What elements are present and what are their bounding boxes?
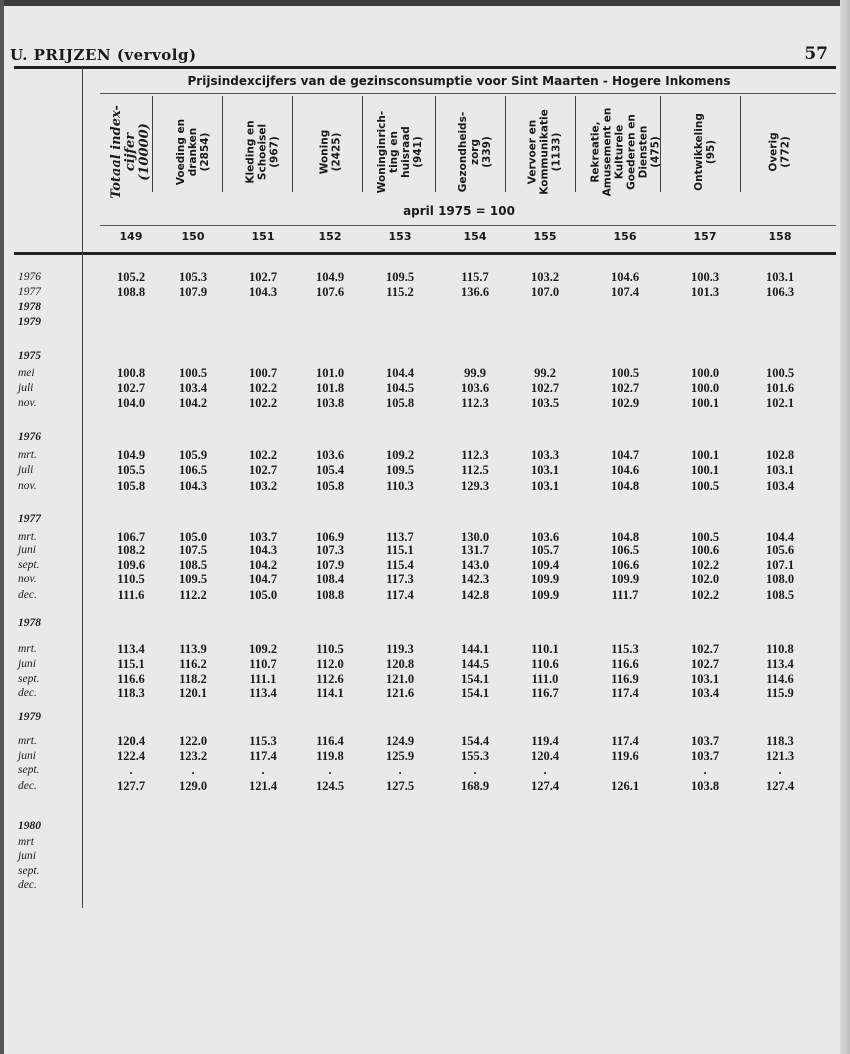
table-cell: 101.6	[765, 381, 795, 395]
table-cell: 100.7	[248, 366, 278, 380]
table-cell: 113.4	[249, 686, 277, 700]
table-cell: 112.3	[461, 448, 489, 462]
table-cell: 124.9	[385, 734, 415, 748]
table-cell: .	[398, 763, 402, 777]
column-header	[745, 96, 815, 208]
column-header-label: Vervoer en Kommunikatie (1133)	[527, 109, 563, 195]
row-label: nov.	[18, 397, 37, 409]
table-cell: 108.8	[315, 588, 345, 602]
table-cell: 103.6	[530, 530, 560, 544]
table-cell: 102.1	[765, 396, 795, 410]
table-cell: 112.2	[179, 588, 207, 602]
table-cell: 110.8	[766, 642, 794, 656]
table-cell: 131.7	[460, 543, 490, 557]
table-cell: 104.6	[610, 270, 640, 284]
table-cell: 120.1	[178, 686, 208, 700]
table-cell: 105.6	[765, 543, 795, 557]
table-cell: 103.4	[690, 686, 720, 700]
table-cell: 120.4	[116, 734, 146, 748]
table-cell: 101.0	[315, 366, 345, 380]
table-cell: 105.8	[385, 396, 415, 410]
row-label: sept.	[18, 559, 40, 571]
table-cell: 99.9	[464, 366, 486, 380]
scan-right-edge	[840, 0, 850, 1054]
row-label: mrt.	[18, 643, 37, 655]
table-cell: 103.8	[690, 779, 720, 793]
column-number: 158	[768, 230, 792, 243]
table-cell: 105.2	[116, 270, 146, 284]
table-cell: 102.2	[690, 588, 720, 602]
table-cell: 116.2	[179, 657, 207, 671]
header-bottom-rule	[14, 252, 836, 255]
table-cell: 109.9	[530, 588, 560, 602]
section-heading: U. PRIJZEN (vervolg)	[10, 46, 197, 64]
scan-left-edge	[0, 0, 4, 1054]
table-cell: 104.2	[248, 558, 278, 572]
table-cell: 104.4	[765, 530, 795, 544]
table-cell: 108.0	[765, 572, 795, 586]
table-cell: 121.4	[248, 779, 278, 793]
table-cell: 155.3	[460, 749, 490, 763]
table-cell: 102.7	[690, 657, 720, 671]
table-cell: 111.0	[531, 672, 559, 686]
table-cell: 111.6	[117, 588, 145, 602]
table-cell: 126.1	[610, 779, 640, 793]
row-label: mrt.	[18, 531, 37, 543]
table-cell: 105.5	[116, 463, 146, 477]
table-cell: 107.9	[178, 285, 208, 299]
table-cell: 109.6	[116, 558, 146, 572]
table-cell: 118.2	[179, 672, 207, 686]
row-label: 1976	[18, 271, 41, 283]
column-header-label: Overig (772)	[768, 132, 792, 172]
column-header-label: Totaal index- cijfer (10000)	[109, 105, 152, 199]
table-cell: 143.0	[460, 558, 490, 572]
column-number: 156	[613, 230, 637, 243]
row-label: juli	[18, 382, 34, 394]
table-cell: 104.6	[610, 463, 640, 477]
table-cell: 112.3	[461, 396, 489, 410]
column-header-label: Woning (2425)	[318, 129, 342, 175]
row-label: juni	[18, 750, 36, 762]
table-cell: 127.4	[530, 779, 560, 793]
table-cell: 123.2	[178, 749, 208, 763]
table-cell: .	[261, 763, 265, 777]
row-label: mrt	[18, 836, 34, 848]
row-label: sept.	[18, 673, 40, 685]
table-cell: 110.6	[531, 657, 559, 671]
table-cell: 117.3	[386, 572, 414, 586]
table-cell: 102.7	[248, 463, 278, 477]
table-cell: 105.7	[530, 543, 560, 557]
table-cell: 102.2	[248, 381, 278, 395]
column-header-label: Kleding en Schoeisel (967)	[245, 120, 281, 184]
table-cell: 110.5	[316, 642, 344, 656]
table-cell: 102.8	[765, 448, 795, 462]
scan-top-edge	[0, 0, 850, 6]
table-cell: 100.1	[690, 396, 720, 410]
table-cell: 116.6	[117, 672, 145, 686]
table-cell: 154.4	[460, 734, 490, 748]
table-cell: 100.0	[690, 366, 720, 380]
table-cell: 109.5	[385, 463, 415, 477]
row-label: nov.	[18, 480, 37, 492]
table-cell: 130.0	[460, 530, 490, 544]
row-label: sept.	[18, 764, 40, 776]
table-cell: 104.0	[116, 396, 146, 410]
table-cell: 106.5	[178, 463, 208, 477]
column-divider	[435, 96, 436, 192]
row-label: 1979	[18, 316, 41, 328]
table-cell: 107.3	[315, 543, 345, 557]
table-cell: 119.8	[316, 749, 344, 763]
row-label: dec.	[18, 687, 37, 699]
table-cell: 115.3	[249, 734, 277, 748]
table-cell: 105.9	[178, 448, 208, 462]
table-cell: 113.7	[386, 530, 414, 544]
table-cell: 118.3	[117, 686, 145, 700]
table-cell: 108.2	[116, 543, 146, 557]
column-number: 150	[181, 230, 205, 243]
table-cell: 101.8	[315, 381, 345, 395]
title-underline	[100, 93, 836, 94]
column-number: 149	[119, 230, 143, 243]
row-label: mrt.	[18, 735, 37, 747]
table-cell: 102.2	[248, 448, 278, 462]
table-cell: 105.4	[315, 463, 345, 477]
table-cell: 115.7	[461, 270, 489, 284]
table-cell: 104.8	[610, 530, 640, 544]
table-cell: 103.7	[248, 530, 278, 544]
table-cell: 110.7	[249, 657, 277, 671]
table-cell: 103.1	[530, 479, 560, 493]
table-cell: 102.9	[610, 396, 640, 410]
column-number: 157	[693, 230, 717, 243]
index-base: april 1975 = 100	[403, 204, 515, 218]
table-cell: 103.7	[690, 734, 720, 748]
table-cell: 102.2	[248, 396, 278, 410]
table-cell: 110.1	[531, 642, 559, 656]
table-cell: .	[703, 763, 707, 777]
table-cell: 104.4	[385, 366, 415, 380]
table-cell: 103.1	[765, 463, 795, 477]
table-title: Prijsindexcijfers van de gezinsconsumptie voor Sint Maarten - Hogere Inkomens	[187, 74, 731, 88]
table-cell: 104.7	[610, 448, 640, 462]
table-cell: 104.9	[116, 448, 146, 462]
table-cell: 113.4	[766, 657, 794, 671]
table-cell: 106.9	[315, 530, 345, 544]
table-cell: 100.8	[116, 366, 146, 380]
table-cell: 112.5	[461, 463, 489, 477]
table-cell: 115.3	[611, 642, 639, 656]
table-cell: 107.5	[178, 543, 208, 557]
table-cell: 100.1	[690, 448, 720, 462]
table-cell: 104.3	[248, 543, 278, 557]
table-cell: 119.4	[531, 734, 559, 748]
table-cell: 109.9	[530, 572, 560, 586]
table-cell: 154.1	[460, 686, 490, 700]
row-label: 1977	[18, 513, 41, 525]
table-cell: 117.4	[611, 686, 639, 700]
table-cell: 122.4	[116, 749, 146, 763]
table-cell: 121.6	[385, 686, 415, 700]
table-cell: 102.0	[690, 572, 720, 586]
table-cell: 103.2	[530, 270, 560, 284]
table-cell: 115.4	[386, 558, 414, 572]
row-label: dec.	[18, 780, 37, 792]
row-label: mrt.	[18, 449, 37, 461]
table-cell: 119.6	[611, 749, 639, 763]
table-cell: 100.5	[690, 530, 720, 544]
table-cell: 105.8	[116, 479, 146, 493]
table-cell: 103.1	[690, 672, 720, 686]
table-cell: 102.7	[248, 270, 278, 284]
table-cell: 117.4	[611, 734, 639, 748]
column-number: 152	[318, 230, 342, 243]
table-cell: 109.5	[385, 270, 415, 284]
row-label: dec.	[18, 589, 37, 601]
table-cell: 104.9	[315, 270, 345, 284]
table-cell: 110.5	[117, 572, 145, 586]
table-cell: 100.5	[178, 366, 208, 380]
table-cell: 112.6	[316, 672, 344, 686]
table-cell: 108.5	[178, 558, 208, 572]
table-cell: .	[543, 763, 547, 777]
table-cell: 103.2	[248, 479, 278, 493]
row-label: 1978	[18, 301, 41, 313]
table-cell: .	[191, 763, 195, 777]
table-cell: 105.3	[178, 270, 208, 284]
table-cell: 114.1	[316, 686, 344, 700]
column-header-label: Rekreatie, Amusement en Kulturele Goederen en Diensten (475)	[589, 107, 662, 197]
table-cell: 124.5	[315, 779, 345, 793]
table-cell: 108.5	[765, 588, 795, 602]
table-cell: .	[129, 763, 133, 777]
table-cell: 110.3	[386, 479, 414, 493]
table-cell: 103.5	[530, 396, 560, 410]
table-cell: 109.5	[178, 572, 208, 586]
table-cell: .	[778, 763, 782, 777]
table-cell: 107.1	[765, 558, 795, 572]
column-header	[96, 96, 166, 208]
table-cell: 114.6	[766, 672, 794, 686]
table-cell: 136.6	[460, 285, 490, 299]
table-cell: 106.6	[610, 558, 640, 572]
table-cell: 105.0	[178, 530, 208, 544]
row-label: 1977	[18, 286, 41, 298]
table-cell: 144.1	[460, 642, 490, 656]
table-cell: 103.4	[178, 381, 208, 395]
table-cell: 102.7	[116, 381, 146, 395]
table-cell: 101.3	[690, 285, 720, 299]
table-cell: 100.5	[610, 366, 640, 380]
top-rule	[14, 66, 836, 69]
table-cell: 102.2	[690, 558, 720, 572]
column-header-label: Gezondheids- zorg (339)	[457, 111, 494, 193]
table-cell: 121.0	[385, 672, 415, 686]
table-cell: 116.7	[531, 686, 559, 700]
table-cell: 115.9	[766, 686, 794, 700]
table-cell: 104.3	[248, 285, 278, 299]
column-header	[440, 96, 510, 208]
row-label: 1976	[18, 431, 41, 443]
row-label: 1975	[18, 350, 41, 362]
column-divider	[740, 96, 741, 192]
row-label: juni	[18, 850, 36, 862]
table-cell: 104.8	[610, 479, 640, 493]
table-cell: 103.3	[530, 448, 560, 462]
table-cell: 107.4	[610, 285, 640, 299]
row-label: 1978	[18, 617, 41, 629]
column-header-label: Woninginrich- ting en huisraad (941)	[376, 110, 424, 194]
table-cell: .	[473, 763, 477, 777]
table-cell: 100.3	[690, 270, 720, 284]
table-cell: 115.2	[386, 285, 414, 299]
column-header	[510, 96, 580, 208]
column-header	[228, 96, 298, 208]
table-cell: 127.7	[116, 779, 146, 793]
table-cell: 103.1	[530, 463, 560, 477]
column-number: 151	[251, 230, 275, 243]
table-cell: 102.7	[530, 381, 560, 395]
table-cell: 103.6	[460, 381, 490, 395]
table-cell: 103.7	[690, 749, 720, 763]
table-cell: 118.3	[766, 734, 794, 748]
page-number: 57	[804, 44, 828, 64]
table-cell: 121.3	[765, 749, 795, 763]
table-cell: 154.1	[460, 672, 490, 686]
column-header	[158, 96, 228, 208]
row-label: dec.	[18, 879, 37, 891]
table-cell: 106.5	[610, 543, 640, 557]
table-cell: 115.1	[386, 543, 414, 557]
table-cell: 107.0	[530, 285, 560, 299]
table-cell: 129.3	[460, 479, 490, 493]
table-cell: 127.4	[765, 779, 795, 793]
table-cell: 102.7	[690, 642, 720, 656]
table-cell: .	[328, 763, 332, 777]
column-header-label: Voeding en dranken (2854)	[175, 118, 211, 186]
table-cell: 102.7	[610, 381, 640, 395]
table-cell: 108.4	[315, 572, 345, 586]
table-cell: 103.4	[765, 479, 795, 493]
table-cell: 100.6	[690, 543, 720, 557]
column-header	[295, 96, 365, 208]
label-column-divider	[82, 68, 83, 908]
table-cell: 106.3	[765, 285, 795, 299]
table-cell: 104.5	[385, 381, 415, 395]
row-label: 1979	[18, 711, 41, 723]
row-label: juni	[18, 658, 36, 670]
table-cell: 116.4	[316, 734, 344, 748]
table-cell: 112.0	[316, 657, 344, 671]
table-cell: 103.8	[315, 396, 345, 410]
table-cell: 127.5	[385, 779, 415, 793]
table-cell: 104.2	[178, 396, 208, 410]
column-number: 153	[388, 230, 412, 243]
table-cell: 168.9	[460, 779, 490, 793]
table-cell: 100.1	[690, 463, 720, 477]
table-cell: 129.0	[178, 779, 208, 793]
table-cell: 125.9	[385, 749, 415, 763]
table-cell: 99.2	[534, 366, 556, 380]
column-number: 154	[463, 230, 487, 243]
table-cell: 100.5	[690, 479, 720, 493]
table-cell: 100.5	[765, 366, 795, 380]
column-number: 155	[533, 230, 557, 243]
table-cell: 103.6	[315, 448, 345, 462]
column-header-label: Ontwikkeling (95)	[693, 113, 717, 191]
table-cell: 111.1	[249, 672, 277, 686]
table-cell: 120.4	[530, 749, 560, 763]
table-cell: 109.4	[530, 558, 560, 572]
row-label: 1980	[18, 820, 41, 832]
row-label: sept.	[18, 865, 40, 877]
table-cell: 115.1	[117, 657, 145, 671]
table-cell: 105.0	[248, 588, 278, 602]
table-cell: 107.9	[315, 558, 345, 572]
table-cell: 120.8	[385, 657, 415, 671]
table-cell: 142.3	[460, 572, 490, 586]
table-cell: 119.3	[386, 642, 414, 656]
table-cell: 113.4	[117, 642, 145, 656]
table-cell: 104.7	[248, 572, 278, 586]
base-underline	[100, 225, 836, 226]
table-cell: 108.8	[116, 285, 146, 299]
table-cell: 142.8	[460, 588, 490, 602]
row-label: juni	[18, 544, 36, 556]
table-cell: 107.6	[315, 285, 345, 299]
table-cell: 117.4	[386, 588, 414, 602]
table-cell: 106.7	[116, 530, 146, 544]
table-cell: 109.2	[248, 642, 278, 656]
table-cell: 144.5	[460, 657, 490, 671]
table-cell: 103.1	[765, 270, 795, 284]
table-cell: 104.3	[178, 479, 208, 493]
table-cell: 113.9	[179, 642, 207, 656]
column-header	[670, 96, 740, 208]
table-cell: 109.2	[385, 448, 415, 462]
row-label: juli	[18, 464, 34, 476]
table-cell: 111.7	[611, 588, 639, 602]
table-cell: 122.0	[178, 734, 208, 748]
table-cell: 100.0	[690, 381, 720, 395]
column-header	[365, 96, 435, 208]
row-label: nov.	[18, 573, 37, 585]
table-cell: 105.8	[315, 479, 345, 493]
table-cell: 116.6	[611, 657, 639, 671]
row-label: mei	[18, 367, 35, 379]
table-cell: 109.9	[610, 572, 640, 586]
column-header	[590, 96, 660, 208]
table-cell: 117.4	[249, 749, 277, 763]
table-cell: 116.9	[611, 672, 639, 686]
